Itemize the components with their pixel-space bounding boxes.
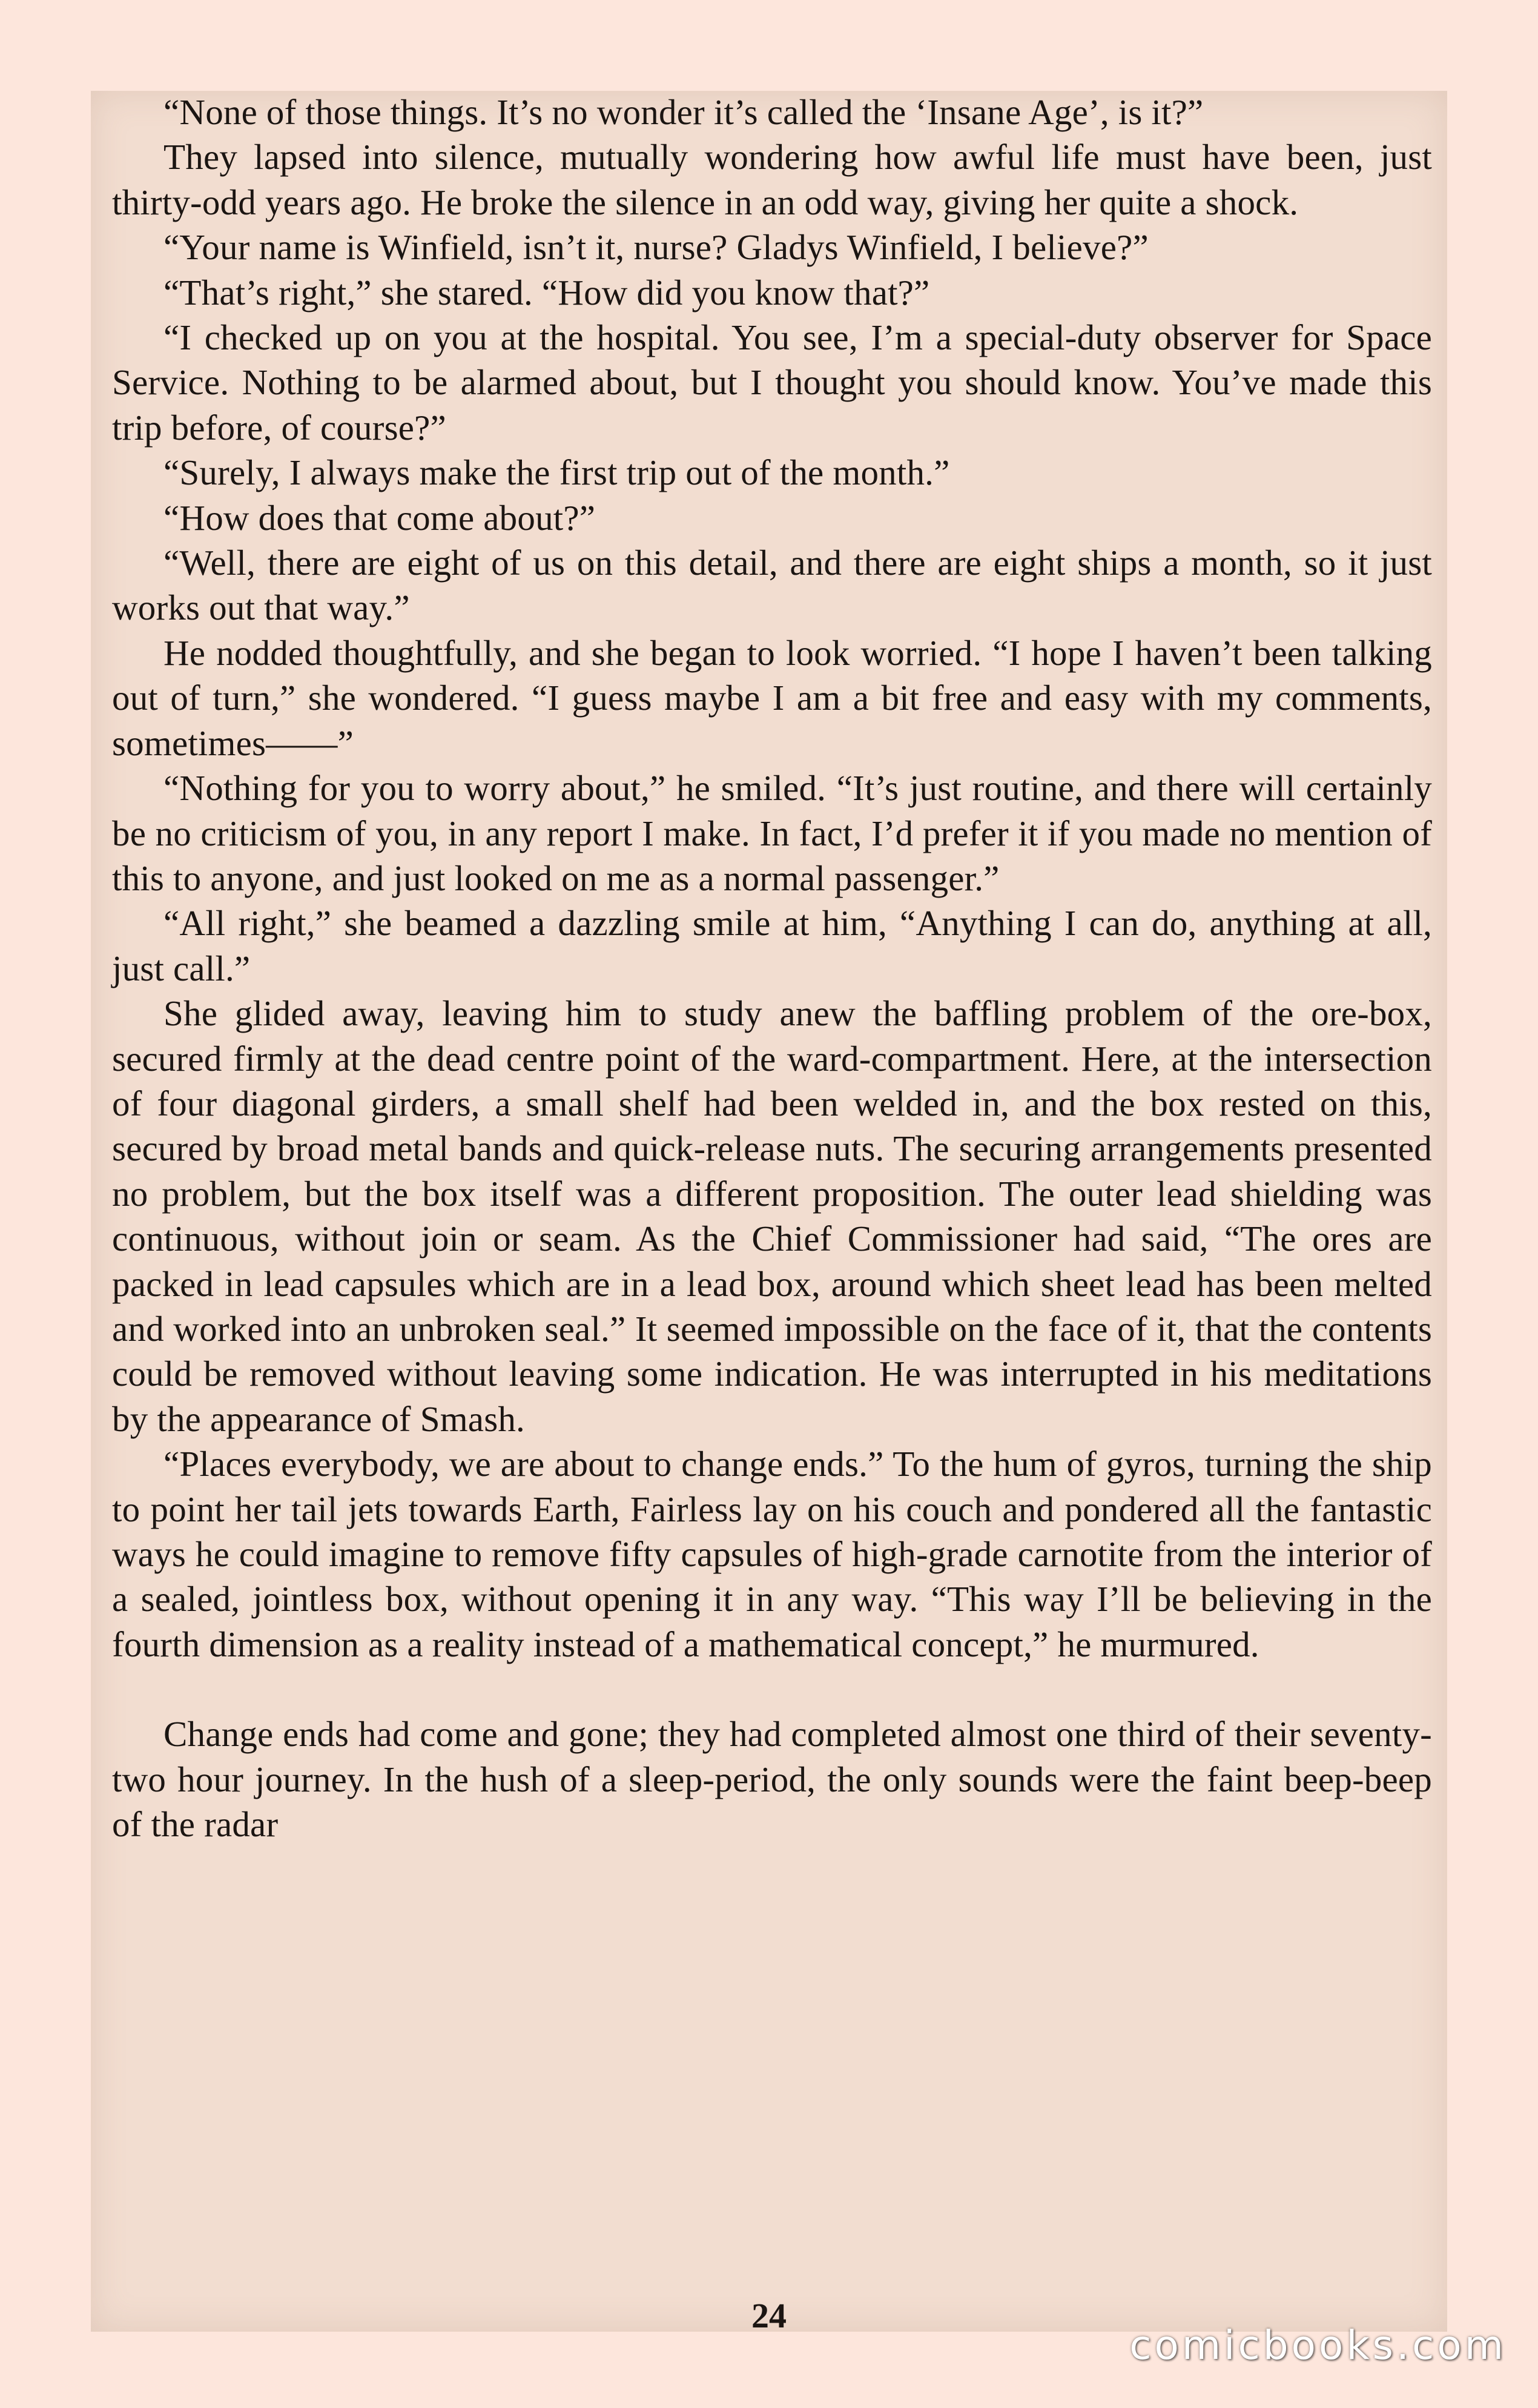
- paragraph: “That’s right,” she stared. “How did you know that?”: [163, 272, 930, 313]
- paragraph: “Places everybody, we are about to change ends.” To the hum of gyros, turning the ship to point her tail jets towards Earth, Fairless lay on his couch and pondered all the fantastic ways he could imagine to remove fifty capsules of high-grade carnotite from the interior of a sealed, jointless box, without opening it in any way. “This way I’ll be believing in the fourth dimension as a reality instead of a mathematical concept,” he murmured.: [112, 1444, 1432, 1664]
- paragraph: “All right,” she beamed a dazzling smile at him, “Anything I can do, anything at all, just call.”: [112, 903, 1432, 988]
- paragraph: “None of those things. It’s no wonder it’s called the ‘Insane Age’, is it?”: [163, 92, 1204, 132]
- paragraph: “Nothing for you to worry about,” he smiled. “It’s just routine, and there will certainly be no criticism of you, in any report I make. In fact, I’d prefer it if you made no mention of this to anyone, and just looked on me as a normal passenger.”: [112, 768, 1432, 898]
- paragraph: “Well, there are eight of us on this detail, and there are eight ships a month, so it just works out that way.”: [112, 543, 1432, 628]
- paragraph: She glided away, leaving him to study anew the baffling problem of the ore-box, secured firmly at the dead centre point of the ward-compartment. Here, at the intersection of four diagonal girders, a small shelf had been welded in, and the box rested on this, secured by broad metal bands and quick-release nuts. The securing arrangements presented no problem, but the box itself was a different proposition. The outer lead shielding was continuous, without join or seam. As the Chief Commissioner had said, “The ores are packed in lead capsules which are in a lead box, around which sheet lead has been melted and worked into an unbroken seal.” It seemed impossible on the face of it, that the contents could be removed without leaving some indication. He was interrupted in his meditations by the appearance of Smash.: [112, 993, 1432, 1439]
- paragraph: “I checked up on you at the hospital. You see, I’m a special-duty observer for Space Service. Nothing to be alarmed about, but I thought you should know. You’ve made this trip before, of course?”: [112, 317, 1432, 448]
- page-number: 24: [751, 2296, 787, 2335]
- watermark-logo: comicbooks.com: [1129, 2322, 1507, 2369]
- paragraph: “Surely, I always make the first trip out of the month.”: [163, 452, 950, 493]
- paragraph: “Your name is Winfield, isn’t it, nurse? Gladys Winfield, I believe?”: [163, 227, 1149, 268]
- paragraph: He nodded thoughtfully, and she began to look worried. “I hope I haven’t been talking out of turn,” she wondered. “I guess maybe I am a bit free and easy with my comments, sometimes——”: [112, 632, 1432, 763]
- paragraph: They lapsed into silence, mutually wondering how awful life must have been, just thirty-odd years ago. He broke the silence in an odd way, giving her quite a shock.: [112, 137, 1432, 222]
- story-text: [112, 90, 1432, 1847]
- paragraph: Change ends had come and gone; they had completed almost one third of their seventy-two hour journey. In the hush of a sleep-period, the only sounds were the faint beep-beep of the radar: [112, 1714, 1432, 1845]
- paragraph: “How does that come about?”: [163, 497, 596, 538]
